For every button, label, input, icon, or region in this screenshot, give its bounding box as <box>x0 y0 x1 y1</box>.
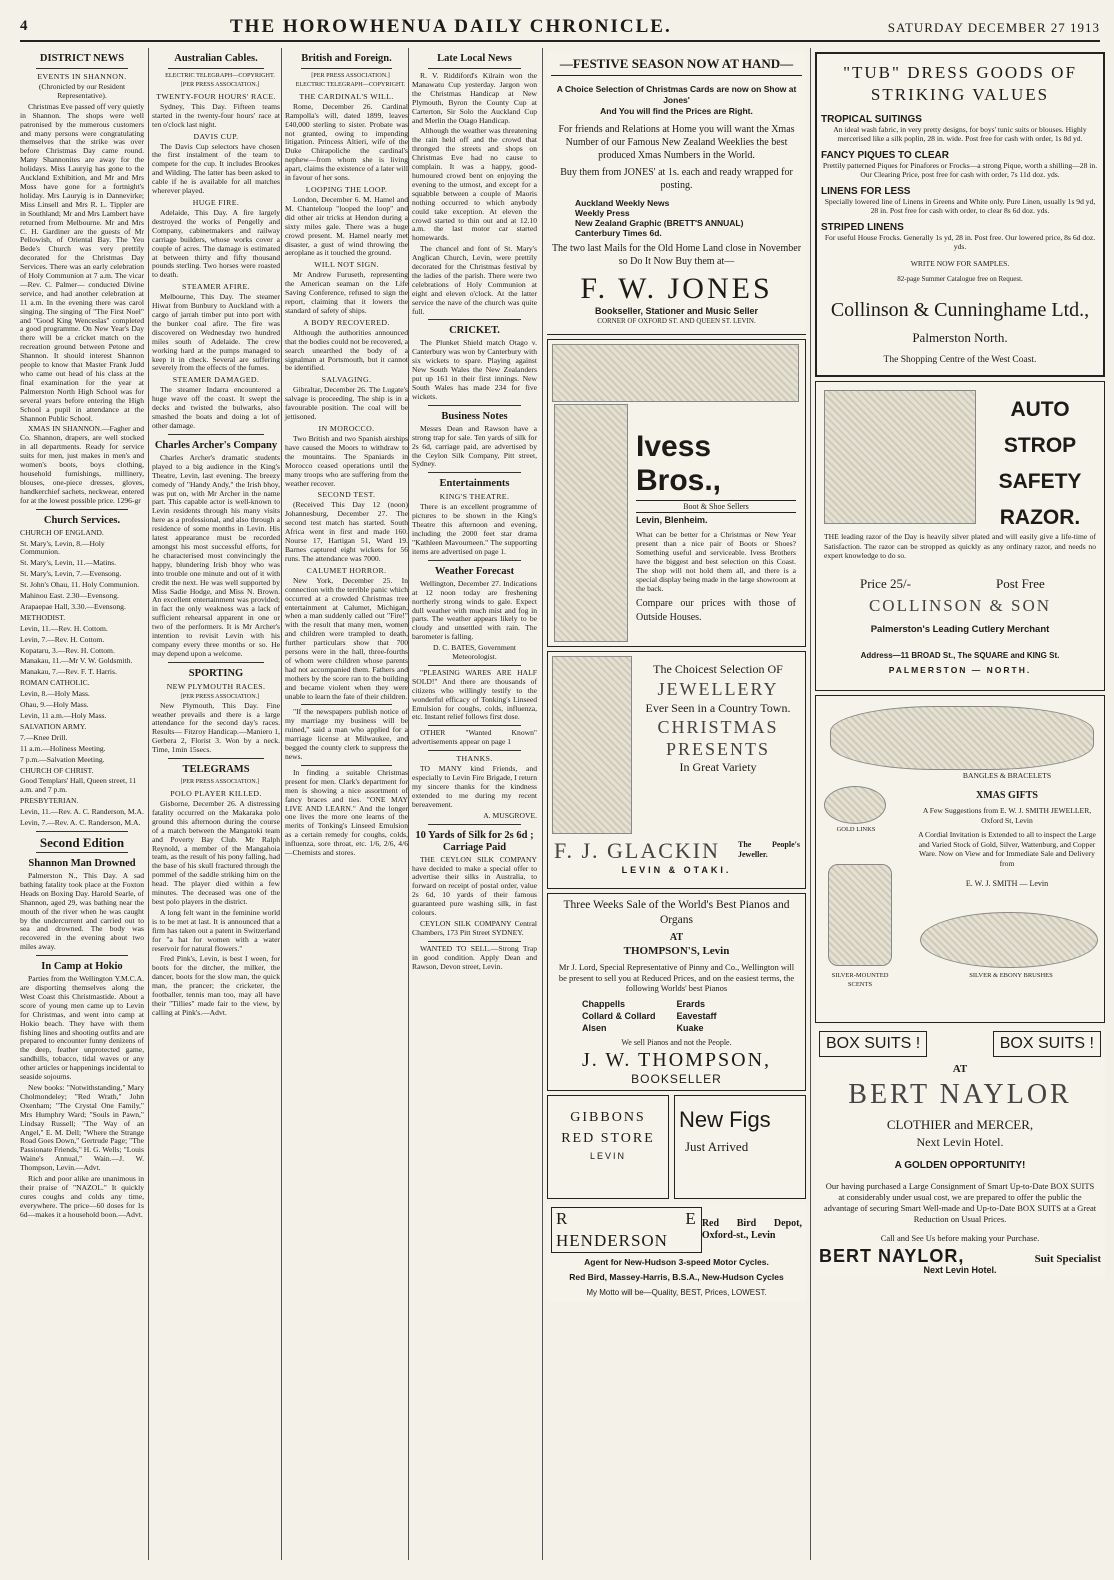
boots-illustration <box>552 344 799 402</box>
thanks-body: TO MANY kind Friends, and especially to Levin Fire Brigade, I return my sincere thanks for the kindness extended to me during my recent bereavement. <box>412 764 537 809</box>
glackin-tagline: The People's Jeweller. <box>738 840 800 859</box>
piques-body: Prettily patterned Piques for Pinafores or Frocks—a strong Pique, worth a shilling—28 in. Our Clearing Price, post free for cash with order, 7s 11d doz. yds. <box>822 160 1098 180</box>
naylor-specialist: Suit Specialist <box>1034 1253 1101 1266</box>
piano-brand: Erards <box>676 998 706 1009</box>
sign-heading: WILL NOT SIGN. <box>314 260 379 270</box>
tropical-heading: TROPICAL SUITINGS <box>821 114 922 125</box>
divider <box>428 405 521 406</box>
church-line: Mahinou East. 2.30—Evensong. <box>20 591 119 601</box>
sporting-heading: SPORTING <box>188 667 244 679</box>
loop-heading: LOOPING THE LOOP. <box>305 184 388 194</box>
church-line: St. Mary's, Levin, 8.—Holy Communion. <box>20 538 105 557</box>
linens-heading: LINENS FOR LESS <box>821 185 911 197</box>
events-body: Christmas Eve passed off very quietly in Shannon. The shops were well patronised by the numerous customers and many persons were congratulating themselves that the strike was over before Christmas Day came round. Many Shannonites are away for the holidays. Miss Lauryig has gone to the Auckland Exhibition, and Mr and Mrs Moss have gone for a fortnight's holiday. Mrs Lauryig is in Dannevirke; Miss Linsell and Mrs R. L. Tippler are in Southland; Mr and Mrs Lambert have returned from Melbourne. Mr and Mrs C. H. Gardiner are the guests of Mr Pellowish, of Oriental Bay. The Yeu Bede's Church was very prettily decorated for the Christmas Day Services. There was an early celebration of Holy Communion at 7 a.m. The vicar —Rev. C. Palmer— conducted Divine service, and had another celebration at 11 a.m. In the evening there was carol singing. The singing of "The First Noel" and "Good King Wenceslas" completed a good programme. On New Year's Day there will be a cricket match on the recreation ground between Petone and Shannon. It should interest Shannon people to know that Master Frank Judd who came out head of his class at the final examination for the year at Palmerston North High School was for several years before entering the High School a pupil in attendance at the Shannon Public School. <box>20 101 144 423</box>
divider <box>36 831 128 832</box>
glackin-towns: LEVIN & OTAKI. <box>621 865 732 875</box>
smith-name: E. W. J. SMITH — Levin <box>965 879 1049 889</box>
brushes-label: SILVER & EBONY BRUSHES <box>969 972 1053 980</box>
jones-address: CORNER OF OXFORD ST. AND QUEEN ST. LEVIN. <box>597 317 756 325</box>
events-heading: EVENTS IN SHANNON. <box>37 72 127 81</box>
piano-brand: Eavestaff <box>676 1010 717 1021</box>
ivess-advert <box>547 339 806 647</box>
glackin-name: F. J. GLACKIN <box>554 838 721 863</box>
pianos-where: THOMPSON'S, Levin <box>623 945 730 957</box>
henderson-name: R E HENDERSON <box>551 1207 702 1253</box>
glackin-ever: Ever Seen in a Country Town. <box>645 701 791 715</box>
church-line: St. John's Ohau, 11. Holy Communion. <box>20 580 140 590</box>
archer-body: Charles Archer's dramatic students played to a big audience in the King's Theatre, Levin, last evening. The breezy comedy of "Handy Andy," the Irish bhoy, was put on, with Mr Archer in the name part. This capable actor is well-known to Levin residents through his many visits here as a professional, and also through a residence of some months in Levin. His latest appearance must be recorded amongst his most successful efforts, for he characterised most convincingly the happy, blundering Irish bhoy who was into trouble one minute and out of it with credit the next. He was well supported by Miss Sadie Hodge, and Miss N. Brown. An excellent entertainment was provided; in fact the only weakness was a lack of sufficient rehearsal apparent in one or two of the performers. It is Mr Archer's intention to revisit Levin with his company every three months or so. He may depend upon a welcome. <box>152 452 280 658</box>
afire-heading: STEAMER AFIRE. <box>182 282 250 292</box>
ivess-name: Ivess Bros., <box>636 430 722 497</box>
figs-body: Just Arrived <box>685 1138 749 1154</box>
weekly-item: Canterbury Times 6d. <box>575 228 662 238</box>
ceylon-address: CEYLON SILK COMPANY Central Chambers, 173 Pitt Street SYDNEY. <box>412 918 537 937</box>
henderson-advert <box>547 1203 806 1302</box>
church-line: Good Templars' Hall, Queen street, 11 a.m. and 7 p.m. <box>20 776 137 795</box>
late-news-heading: Late Local News <box>437 53 512 64</box>
church-line: ROMAN CATHOLIC. <box>20 678 90 688</box>
collinson-tagline: The Shopping Centre of the West Coast. <box>883 355 1037 366</box>
gold-links-label: GOLD LINKS <box>836 826 876 834</box>
race-heading: TWENTY-FOUR HOURS' RACE. <box>156 91 276 101</box>
body-heading: A BODY RECOVERED. <box>303 317 390 327</box>
weekly-item: Auckland Weekly News <box>575 198 670 208</box>
jones-trade: Bookseller, Stationer and Music Seller <box>594 306 759 316</box>
collinson-son-address: Address—11 BROAD St., The SQUARE and KING St. <box>860 651 1060 661</box>
nazol-body: Rich and poor alike are unanimous in their praise of "NAZOL." It quickly cures coughs and colds any time, everywhere. The price—60 doses for 1s 6d—makes it a household boon.—Advt. <box>20 1174 144 1219</box>
weekly-item: Weekly Press <box>575 208 630 218</box>
divider <box>36 955 128 956</box>
divider <box>301 765 392 766</box>
divider <box>301 68 392 69</box>
scents-label: SILVER-MOUNTED SCENTS <box>831 972 889 989</box>
glackin-jewellery: JEWELLERY <box>657 679 779 699</box>
calumet-heading: CALUMET HORROR. <box>306 565 387 575</box>
figure-illustration <box>552 656 632 834</box>
archer-heading: Charles Archer's Company <box>154 439 278 451</box>
silk-heading: 10 Yards of Silk for 2s 6d ; Carriage Paid <box>415 829 534 853</box>
divider <box>36 852 128 853</box>
races-body: New Plymouth, This Day. Fine weather prevails and there is a large attendance for the second day's races. Results— Fitzroy Handicap.—Maniero 1, Gerbera 2, Florist 3. Won by a neck. Time, 1min 15secs. <box>152 700 280 755</box>
gibbons-town: LEVIN <box>589 1150 626 1161</box>
church-line: Ohau, 9.—Holy Mass. <box>20 700 89 710</box>
bangles-label: BANGLES & BRACELETS <box>962 771 1052 781</box>
davis-heading: DAVIS CUP. <box>193 131 239 141</box>
gold-links-illustration <box>824 786 886 824</box>
auto-strop-advert <box>815 381 1105 691</box>
column-late-news <box>408 48 540 1560</box>
gifts-body: A Few Suggestions from E. W. J. SMITH JEWELLER, Oxford St, Levin <box>922 806 1092 825</box>
prices-line: And You will find the Prices are Right. <box>600 106 753 116</box>
late-body: R. V. Riddiford's Kilrain won the Manawatu Cup yesterday. Jargon won the Christmas Handicap at New Plymouth, Byron the County Cup at Carterton, Sir Solo the Auckland Cup and Merlin the Otago Handicap. <box>412 71 537 125</box>
divider <box>36 509 128 510</box>
divider <box>168 662 264 663</box>
boot-illustration <box>554 404 628 642</box>
divider <box>428 665 521 666</box>
damaged-heading: STEAMER DAMAGED. <box>172 375 260 385</box>
razor-illustration <box>824 390 976 524</box>
telegrams-heading: TELEGRAMS <box>182 764 250 776</box>
box-suits-left: BOX SUITS ! <box>819 1031 927 1057</box>
church-list <box>20 529 144 828</box>
chancel-body: The chancel and font of St. Mary's Anglican Church, Levin, were prettily decorated for the Christmas festival by the ladies of the parish. There were two celebrations of Holy Communion at eight and eleven o'clock. At the latter service the nave of the church was quite full. <box>412 244 537 316</box>
church-line: SALVATION ARMY. <box>20 721 87 731</box>
figs-heading: New Figs <box>679 1106 771 1132</box>
auto-strop-post: Post Free <box>996 576 1045 592</box>
auto-strop-body: THE leading razor of the Day is heavily silver plated and will easily give a life-time of Satisfaction. The razor can be stropped as quickly as any ordinary razor, and needs no expert knowledge to do so. <box>824 532 1096 561</box>
piano-brand: Alsen <box>582 1022 607 1033</box>
column-cables <box>148 48 283 1560</box>
column-british-foreign <box>281 48 411 1560</box>
issue-date: SATURDAY DECEMBER 27 1913 <box>887 20 1100 35</box>
pianos-at: AT <box>669 932 684 943</box>
races-heading: NEW PLYMOUTH RACES. <box>166 681 266 691</box>
church-heading: Church Services. <box>43 514 121 526</box>
henderson-agent: Agent for New-Hudson 3-speed Motor Cycles. <box>584 1256 769 1267</box>
hokio-body: Parties from the Wellington Y.M.C.A. are disporting themselves along the West Coast this Christmastide. About a score of young men came up to Levin for Christmas, and went into camp at Hokio beach. They have with them fishing lines and shooting outfits and are prepared to encounter funny denizens of the deep, feather unprotected game, sandhills, tobacco, tidal waves or any other articles or happenings incidental to seaside sojourns. <box>20 974 144 1082</box>
xmas-gifts-heading: XMAS GIFTS <box>976 790 1038 802</box>
wanted-known: OTHER "Wanted Known" advertisements appear on page 1 <box>412 728 537 747</box>
divider <box>301 704 392 705</box>
assoc-line: [PER PRESS ASSOCIATION.] <box>311 72 390 79</box>
friends-body: For friends and Relations at Home you will want the Xmas Number of our Famous New Zealand Weeklies the best produced Xmas Numbers in the World. <box>558 124 795 161</box>
damaged-body: The steamer Indarra encountered a huge wave off the coast. It swept the decks and twisted the bulwarks, also smashed the boats and doing a lot of other damage. <box>152 385 280 430</box>
events-byline: (Chronicled by our Resident Representative). <box>38 82 126 100</box>
striped-body: For useful House Frocks. Generally 1s yd, 28 in. Post free. Our lowered price, 8s 6d doz. yds. <box>824 232 1096 252</box>
davis-body: The Davis Cup selectors have chosen the first instalment of the team to compete for the cup. It includes Brookes and Wilding. The latter has been asked to cable if he is available for all matches wherever played. <box>152 141 280 196</box>
weekly-list <box>575 198 802 238</box>
piano-brands <box>582 998 771 1034</box>
divider <box>36 68 128 69</box>
divider <box>428 941 521 942</box>
emulsion-body: In finding a suitable Christmas present for men. Clark's department for men is showing a nice assortment of fancy braces and ties. "ONE MAY LIVE AND LEARN." And the longer one lives the more one learns of the merits of Tonking's Linseed Emulsion as a certain remedy for coughs, colds, influenza, sore throat, etc. 1/6, 2/6, 4/6—Chemists and stores. <box>285 767 408 858</box>
column-advertisements-right <box>810 48 1109 1560</box>
buy-line: Buy them from JONES' at 1s. each and ready wrapped for posting. <box>560 167 793 191</box>
marriage-body: "If the newspapers publish notice of my marriage my business will be ruined," said a man who applied for a marriage license at Milwaukee, and begged the county clerk to suppress the news. <box>285 707 408 761</box>
tub-heading: "TUB" DRESS GOODS OF STRIKING VALUES <box>843 63 1077 104</box>
polo-heading: POLO PLAYER KILLED. <box>170 789 262 798</box>
divider <box>428 750 521 751</box>
masthead <box>20 16 1100 42</box>
church-line: St. Mary's, Levin, 11.—Matins. <box>20 558 117 568</box>
church-line: PRESBYTERIAN. <box>20 796 79 806</box>
ivess-body: What can be better for a Christmas or New Year present than a nice pair of Boots or Shoes? Something useful and serviceable. Ivess Brothers have the biggest and best selection on this Coast. The shop will not hold them all, and there is a special display being made in the large showroom at the back. <box>636 530 796 593</box>
theatre-body: There is an excellent programme of pictures to be shown in the King's Theatre this afternoon and evening, including the 2000 feet star drama "Kathleen Mavourneen." The supporting items are advertised on page 1. <box>412 502 537 556</box>
district-news-heading: DISTRICT NEWS <box>39 53 125 64</box>
tropical-body: An ideal wash fabric, in very pretty designs, for boys' tunic suits or blouses. Highly mercerised like a silk poplin, 28 in. wide. Post free for cash with order, 1s 8d yd. <box>833 124 1087 144</box>
smith-body: A Cordial Invitation is Extended to all to inspect the Large and Varied Stock of Gold, Silver, Wattenburg, and Copper Ware. Now on View and for Immediate Sale and Delivery from <box>918 830 1096 868</box>
tub-advert <box>815 52 1105 377</box>
call-line: Call and See Us before making your Purchase. <box>880 1233 1040 1244</box>
thanks-heading: THANKS. <box>456 754 493 764</box>
british-heading: British and Foreign. <box>301 53 392 64</box>
divider <box>428 824 521 825</box>
church-line: Levin, 11.—Rev. H. Cottom. <box>20 623 108 633</box>
divider <box>428 68 521 69</box>
naylor-footer-name: BERT NAYLOR, <box>819 1246 965 1267</box>
fire-heading: HUGE FIRE. <box>192 197 240 207</box>
linens-body: Specially lowered line of Linens in Greens and White only. Pure Linen, usually 1s 9d yd, 28 in. Post free for cash with order, to clear 8s 6d doz. yds. <box>824 196 1096 216</box>
divider <box>168 434 264 435</box>
business-heading: Business Notes <box>441 410 508 422</box>
church-line: Levin, 11.—Rev. A. C. Randerson, M.A. <box>20 807 144 817</box>
thanks-signature: A. MUSGROVE. <box>483 810 537 820</box>
glackin-christmas: CHRISTMAS PRESENTS <box>657 717 779 759</box>
salvaging-body: Gibraltar, December 26. The Lugate's salvage is proceeding. The ship is in a favourable position. The coal will be jettisoned. <box>285 385 408 422</box>
page-number: 4 <box>20 18 28 34</box>
theatre-heading: KING'S THEATRE. <box>439 492 510 502</box>
silk-body: THE CEYLON SILK COMPANY have decided to make a special offer to advertise their silks in Australia, to forward on receipt of postal order, value 2s 6d, 10 yards of their famous guaranteed pure washing silk, in fast colours. <box>412 854 537 918</box>
divider <box>428 725 521 726</box>
longfelt-body: A long felt want in the feminine world is to be met at last. It is announced that a firm has taken out a patent in Switzerland for "a hat for women with a water reservoir for natural flowers." <box>152 907 280 953</box>
assoc-line: [PER PRESS ASSOCIATION.] <box>180 692 260 700</box>
calumet-body: New York, December 25. In connection with the terrible panic which occurred at a crowded Christmas tree entertainment at Calumet, Michigan, when a man suddenly called out "Fire!" with the result that many men, women and children were trampled to death, further particulars show that 700 persons were in the hall, three-fourths of whom were children whose parents had not accompanied them. Fathers and mothers by the score ran to the building and became violent when they were unable to learn the fate of their children. <box>285 575 408 701</box>
wanted-sell-body: WANTED TO SELL.—Strong Trap in good condition. Apply Dean and Rawson, Devon street, Levin. <box>412 943 537 971</box>
pink-body: Fred Pink's, Levin, is best I ween, for boots for the ditcher, the milker, the dancer, boots for the slow man, the quick man, the prancer; the cricketer, the footballer, tennis man too, may all have their "Tillies" made fair to the view, by calling at Pink's.—Advt. <box>152 954 280 1017</box>
church-line: Levin, 11 a.m.—Holy Mass. <box>20 711 107 720</box>
morocco-heading: IN MOROCCO. <box>318 424 375 433</box>
test-heading: SECOND TEST. <box>317 490 376 500</box>
naylor-name: BERT NAYLOR <box>848 1079 1072 1111</box>
cricket-body: The Plunket Shield match Otago v. Canterbury was won by Canterbury with six wickets to spare. Playing against New South Wales the New Zealanders put up 161 in their first innings. New South Wales has made 234 for five wickets. <box>412 338 537 401</box>
afire-body: Melbourne, This Day. The steamer Hiwat from Bunbury to Auckland with a cargo of jarrah timber put into port with the bunker coal afire. The fire was discovered on Wednesday two hundred miles south of Adelaide. The crew working hard at the pumps managed to keep it in check. Several are suffering severely from the effects of the fumes. <box>152 292 280 373</box>
body-body: Although the authorities announced that the bodies could not be recovered, a search unearthed the body of a signalman at Portsmouth, but it cannot be identified. <box>285 327 408 373</box>
drowned-body: Palmerston N., This Day. A sad bathing fatality took place at the Foxton Heads on Boxing Day. Harold Searle, of Shannon, aged 29, was bathing near the mouth of the river when he was caught by the undercurrent and carried out to sea and drowned. The body was recovered in the evening about two miles away. <box>20 870 144 952</box>
bangle-illustration <box>830 706 1094 770</box>
gibbons-store: RED STORE <box>561 1130 655 1146</box>
naylor-advert <box>815 1027 1105 1279</box>
cricket-heading: CRICKET. <box>449 325 500 337</box>
auto-strop-heading: AUTO STROP SAFETY RAZOR. <box>998 398 1082 530</box>
sign-body: Mr Andrew Furuseth, representing the American seaman on the Life Saving Conference, refused to sign the report, claiming that it lowers the standard of safety of ships. <box>285 270 408 315</box>
piano-brand: Kuake <box>676 1022 704 1033</box>
auto-strop-price: Price 25/- <box>860 576 911 592</box>
xmas-body: XMAS IN SHANNON.—Fagher and Co. Shannon, drapers, are well stocked in all departments. Ready for service suits for men, just makes in men's and women's boots, boys clothing, household furnishings, millinery, blouses, one-piece dresses, gloves, handkerchief sachets, neckwear, entered for at the lowest possible price. 1296-gr <box>20 424 144 505</box>
glackin-heading: The Choicest Selection OF <box>653 662 783 676</box>
church-line: Arapaepae Hall, 3.30.—Evensong. <box>20 601 126 611</box>
piques-heading: FANCY PIQUES TO CLEAR <box>821 149 949 161</box>
assoc-line: [PER PRESS ASSOCIATION.] <box>180 778 260 786</box>
morocco-body: Two British and two Spanish airships have caused the Moors to withdraw to the mountains. The Spaniards in Morocco ceased operations until the many troops who are suffering from the weather recover. <box>285 434 408 488</box>
divider <box>428 319 521 320</box>
loop-body: London, December 6. M. Hamel and M. Chanteloup "looped the loop" and did other air tricks at Hendon during a sixty miles gale. There was a huge crowd present. M. Hamel nearly met disaster, a gust of wind throwing the aeroplane as it touched the ground. <box>285 194 408 258</box>
church-line: Levin, 7.—Rev. H. Cottom. <box>20 634 105 644</box>
festive-heading: —FESTIVE SEASON NOW AT HAND— <box>551 56 802 76</box>
golden-opportunity: A GOLDEN OPPORTUNITY! <box>894 1160 1026 1172</box>
thompson-name: J. W. THOMPSON, <box>581 1048 772 1071</box>
drowned-heading: Shannon Man Drowned <box>28 857 136 869</box>
column-district-news <box>20 48 147 1560</box>
naylor-trade: CLOTHIER and MERCER, <box>886 1117 1034 1133</box>
golden-body: Our having purchased a Large Consignment of Smart Up-to-Date BOX SUITS at considerably under usual cost, we are prepared to offer the public the advantage of securing Smart Well-made and Up-to-Date BOX SUITS at a Great Reduction on Usual Prices. <box>823 1181 1097 1225</box>
fire-body: Adelaide, This Day. A fire largely destroyed the works of Pengelly and Company, cabinetmakers and railway carriage builders, whose works cover a couple of acres. The damage is estimated at between thirty and fifty thousand pounds sterling. Two horses were roasted to death. <box>152 207 280 280</box>
church-line: Levin, 7.—Rev. A. C. Randerson, M.A. <box>20 818 141 828</box>
church-line: 7 p.m.—Salvation Meeting. <box>20 754 105 764</box>
box-suits-right: BOX SUITS ! <box>993 1031 1101 1057</box>
box-suits-at: AT <box>952 1063 968 1076</box>
scent-bottle-illustration <box>828 864 892 966</box>
henderson-cycles: Red Bird, Massey-Harris, B.S.A., New-Hudson Cycles <box>569 1271 784 1282</box>
second-edition-heading: Second Edition <box>39 834 125 850</box>
henderson-motto: My Motto will be—Quality, BEST, Prices, LOWEST. <box>586 1287 767 1297</box>
polo-body: Gisborne, December 26. A distressing fatality occurred on the Makaraka polo ground this afternoon during the course of a match between the Mangatoki team and Poverty Bay Club. Mr Ralph Reynold, a member of the Mangahoia team, as the result of his pony falling, had the base of his skull fractured through the pommel of the saddle striking him on the head. The player died within a few minutes. The deceased was one of the best polo players in the district. <box>152 799 280 906</box>
forecast-signature: D. C. BATES, Government Meteorologist. <box>432 643 517 662</box>
church-line: METHODIST. <box>20 612 66 622</box>
divider <box>428 472 521 473</box>
cards-line: A Choice Selection of Christmas Cards are now on Show at Jones' <box>556 84 797 105</box>
ivess-compare: Compare our prices with those of Outside Houses. <box>636 598 796 623</box>
pianos-heading: Three Weeks Sale of the World's Best Pianos and Organs <box>563 899 790 926</box>
thompson-trade: BOOKSELLER <box>631 1071 722 1086</box>
gibbons-name: GIBBONS <box>570 1109 646 1125</box>
collinson-cunninghame-name: Collinson & Cunninghame Ltd., <box>830 299 1090 322</box>
naylor-hotel: Next Levin Hotel. <box>923 1265 997 1276</box>
church-line: St. Mary's, Levin, 7.—Evensong. <box>20 569 122 579</box>
naylor-address: Next Levin Hotel. <box>916 1135 1004 1150</box>
thompson-advert <box>547 893 806 1091</box>
collinson-son-town: PALMERSTON — NORTH. <box>888 665 1032 676</box>
copyright-line: ELECTRIC TELEGRAPH—COPYRIGHT. <box>165 72 275 79</box>
church-line: CHURCH OF ENGLAND. <box>20 527 104 537</box>
business-body: Messrs Dean and Rawson have a strong trap for sale. Ten yards of silk for 2s 6d, carriage paid, are advertised by the Ceylon Silk Company, Pitt street, Sydney. <box>412 423 537 469</box>
divider <box>168 68 264 69</box>
piano-brand: Chappells <box>582 998 626 1009</box>
gibbons-figs-row <box>547 1095 806 1199</box>
mails-line: The two last Mails for the Old Home Land close in November so Do It Now Buy them at— <box>551 243 802 267</box>
church-line: Levin, 8.—Holy Mass. <box>20 689 90 699</box>
glackin-variety: In Great Variety <box>679 760 757 774</box>
henderson-depot: Red Bird Depot, Oxford-st., Levin <box>701 1217 802 1241</box>
catalogue-line: 82-page Summer Catalogue free on Request. <box>897 274 1023 283</box>
church-line: CHURCH OF CHRIST. <box>20 765 94 775</box>
collinson-town: Palmerston North. <box>912 330 1008 346</box>
forecast-body: Wellington, December 27. Indications at 12 noon today are freshening northerly strong winds to gale. Expect dull weather with much mist and fog in parts. The weather appears likely to be cloudy and unsettled with rain. The barometer is falling. <box>412 578 537 642</box>
salvaging-heading: SALVAGING. <box>321 375 372 385</box>
hokio-heading: In Camp at Hokio <box>41 961 123 973</box>
wares-body: "PLEASING WARES ARE HALF SOLD!" And there are thousands of citizens who willingly testify to the wonderful efficacy of Tonking's Linseed Emulsion for coughs, colds, influenza, etc. Instant relief follows first dose. <box>412 667 537 722</box>
weekly-item: New Zealand Graphic (BRETT'S ANNUAL) <box>575 218 744 228</box>
test-body: (Received This Day 12 (noon) Johannesburg, December 27. The second test match has started. South Africa went in first and made 160. Nourse 17, Hartigan 51, Ward 19. Barnes captured eight wickets for 56 runs. The attendance was 7000. <box>285 500 408 563</box>
entertainments-heading: Entertainments <box>439 478 510 490</box>
copyright-line: ELECTRIC TELEGRAPH—COPYRIGHT. <box>295 80 406 88</box>
smith-advert <box>815 695 1105 1023</box>
church-line: Manakau, 7.—Rev. F. T. Harris. <box>20 667 117 677</box>
piano-brand: Collard & Collard <box>582 1010 656 1021</box>
ivess-towns: Levin, Blenheim. <box>636 515 708 525</box>
jones-name: F. W. JONES <box>580 272 773 305</box>
ivess-trade: Boot & Shoe Sellers <box>636 500 796 513</box>
glackin-advert <box>547 651 806 889</box>
will-heading: THE CARDINAL'S WILL. <box>299 91 394 101</box>
write-samples: WRITE NOW FOR SAMPLES. <box>910 258 1010 268</box>
newspaper-title: THE HOROWHENUA DAILY CHRONICLE. <box>230 16 672 37</box>
brush-illustration <box>920 912 1098 968</box>
church-line: 7.—Knee Drill. <box>20 732 68 742</box>
assoc-line: [PER PRESS ASSOCIATION.] <box>180 80 260 88</box>
cables-heading: Australian Cables. <box>174 53 258 64</box>
eve-body: Although the weather was threatening the rain held off and the crowd that thronged the streets and shops on Christmas Eve had no cause to complain. It was a happy, good-humoured crowd bent on enjoying the evening to the utmost, and except for a squabble between a couple of Maoris nothing occurred to which anybody could take exception. At eleven the crowd started to thin out and at 12.10 a.m. the last motor car started homewards. <box>412 126 537 243</box>
church-line: Manakau, 11.—Mr V. W. Goldsmith. <box>20 656 133 666</box>
jones-advert <box>547 52 806 335</box>
column-advertisements-center <box>542 48 810 1560</box>
church-line: Kopataru, 3.—Rev. H. Cottom. <box>20 645 115 655</box>
divider <box>168 758 264 759</box>
race-body: Sydney, This Day. Fifteen teams started in the twenty-four hours' race at ten o'clock last night. <box>152 101 280 129</box>
collinson-son-tagline: Palmerston's Leading Cutlery Merchant <box>870 624 1050 636</box>
striped-heading: STRIPED LINENS <box>821 221 904 233</box>
pianos-people: We sell Pianos and not the People. <box>621 1037 732 1047</box>
pianos-body: Mr J. Lord, Special Representative of Pinny and Co., Wellington will be present to sell you at Reduced Prices, and on the easiest terms, the following Worlds' best Pianos <box>558 962 795 993</box>
forecast-heading: Weather Forecast <box>434 565 515 577</box>
will-body: Rome, December 26. Cardinal Rampolla's will, dated 1899, leaves £40,000 sterling to sister. Probate was not granted, owing to impending litigation. Princess Altieri, wife of the Duke Chirapoliche the cardinal's nephew—from whom she is living apart, claims the existence of a later will in favour of her sons. <box>285 101 408 183</box>
books-body: New books: "Notwithstanding," Mary Cholmondeley; "Red Wrath," John Oxenham; "The Crystal One Family," Mrs Humphry Ward; "Souls in Pawn," Lindsay Russell; "The Way of an Angel," E. M. Dell; "Where the Strange Road Goes Down," Gertrude Page; "The Passionate Friends," H. G. Wells; "Louis Waine's Annual," Wain.—J. W. Thompson, Levin.—Advt. <box>20 1083 144 1173</box>
divider <box>428 560 521 561</box>
figs-advert <box>674 1095 806 1199</box>
church-line: 11 a.m.—Holiness Meeting. <box>20 743 106 753</box>
gibbons-advert <box>547 1095 669 1199</box>
collinson-son-name: COLLINSON & SON <box>868 596 1052 616</box>
